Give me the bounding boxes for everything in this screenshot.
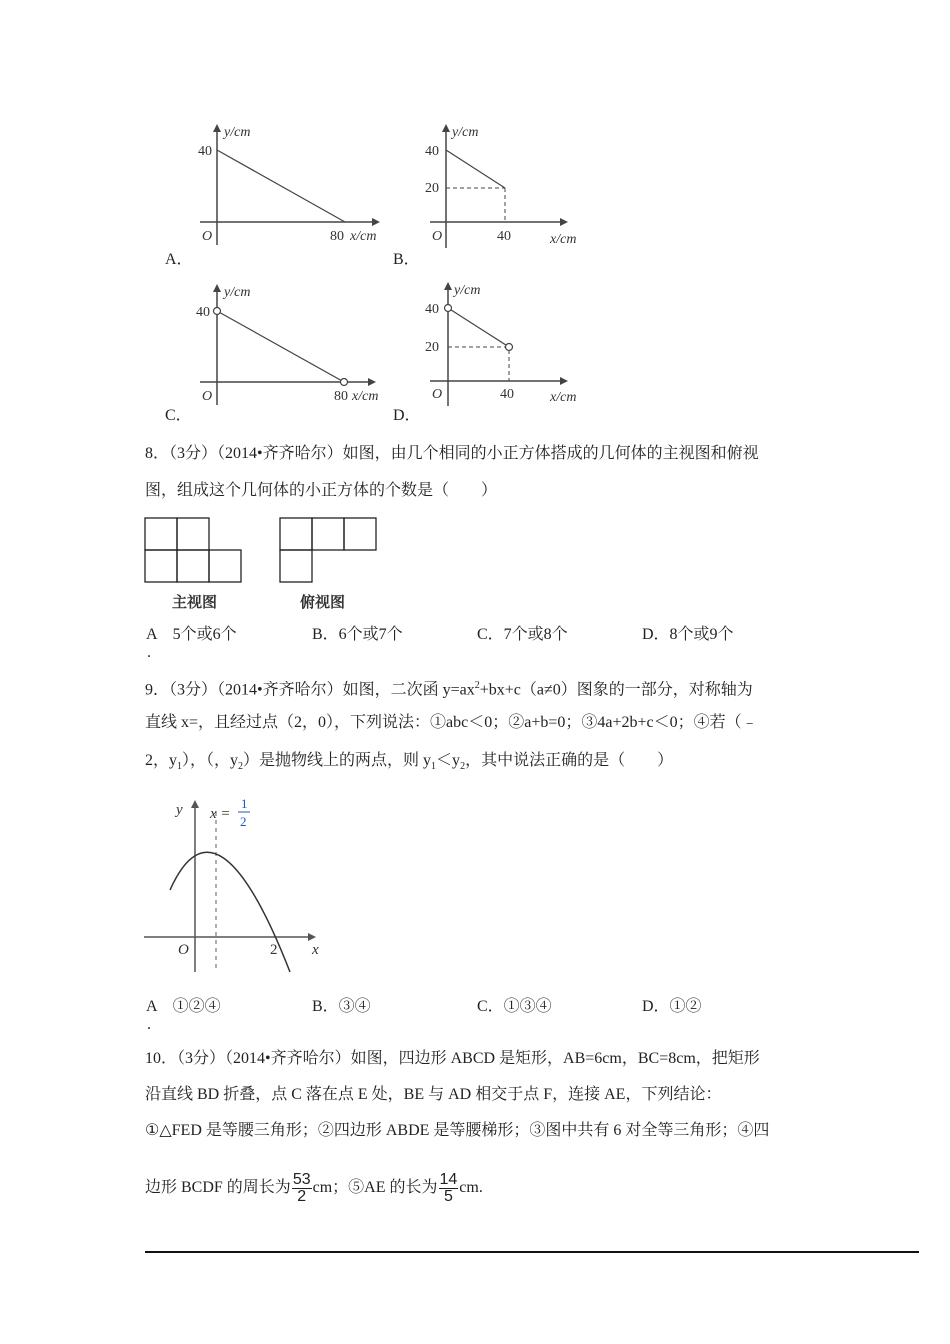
root-label: 2: [270, 942, 278, 958]
origin-label: O: [432, 229, 443, 244]
y-tick-40: 40: [198, 144, 212, 159]
q8-line-1: 8．（3分）（2014•齐齐哈尔）如图，由几个相同的小正方体搭成的几何体的主视图和俯视: [145, 445, 759, 462]
q9-line-3-d: ＜y: [436, 752, 461, 769]
x-axis-label: x/cm: [350, 229, 377, 244]
q10-line-3: ①△FED 是等腰三角形；②四边形 ABDE 是等腰梯形；③图中共有 6 对全等三角形；④四: [145, 1122, 770, 1139]
x-axis-label: x/cm: [550, 390, 577, 405]
symmetry-axis-equation: x =: [210, 806, 231, 822]
q9-option-b: B．③④: [312, 998, 371, 1015]
q9-line-3-a: 2，y: [145, 752, 178, 769]
fraction-numerator: 14: [439, 1171, 458, 1188]
graph-option-c: [190, 280, 390, 410]
q10-line-1: 10．（3分）（2014•齐齐哈尔）如图，四边形 ABCD 是矩形，AB=6cm，BC=8cm，把矩形: [145, 1050, 760, 1067]
y-axis-label: y/cm: [452, 125, 479, 140]
q10-line-2: 沿直线 BD 折叠，点 C 落在点 E 处，BE 与 AD 相交于点 F，连接 AE，下列结论：: [145, 1086, 722, 1103]
x-axis-label: x/cm: [352, 389, 379, 404]
q9-line-2: 直线 x=，且经过点（2，0），下列说法：①abc＜0；②a+b=0；③4a+2b+c＜0；④若（﹣: [145, 714, 758, 731]
subscript: 1: [431, 761, 437, 773]
q8-option-a: A 5个或6个: [146, 626, 237, 643]
parabola-graph: [140, 790, 340, 980]
y-axis-label: y: [176, 802, 183, 818]
x-tick-40: 40: [497, 229, 511, 244]
x-tick-80: 80: [330, 229, 344, 244]
q8-option-c: C．7个或8个: [477, 626, 568, 643]
origin-label: O: [178, 942, 189, 958]
q8-dot: .: [147, 644, 151, 661]
graph-option-a: [190, 120, 390, 250]
top-view-figure: [279, 517, 379, 583]
option-a-label: A．: [165, 251, 193, 268]
footer-divider: [145, 1251, 919, 1253]
subscript: 2: [238, 761, 244, 773]
q9-exponent: 2: [474, 680, 480, 691]
q8-option-b: B．6个或7个: [312, 626, 403, 643]
y-tick-40: 40: [425, 302, 439, 317]
graph-option-b: [420, 120, 600, 250]
q8-line-2: 图，组成这个几何体的小正方体的个数是（ ）: [145, 482, 498, 499]
front-view-caption: 主视图: [172, 594, 218, 611]
q9-line-1-a: 9．（3分）（2014•齐齐哈尔）如图，二次函 y=ax: [145, 681, 475, 699]
subscript: 2: [460, 761, 466, 773]
symmetry-fraction-numerator: 1: [241, 796, 248, 811]
x-axis-label: x: [312, 942, 319, 958]
graph-option-d: [420, 280, 600, 410]
q10-line-4-b: cm；⑤AE 的长为: [312, 1179, 438, 1197]
origin-label: O: [202, 229, 213, 244]
x-tick-40: 40: [500, 387, 514, 402]
q9-line-1: [145, 676, 753, 700]
top-view-caption: 俯视图: [300, 594, 346, 611]
q10-line-4: [145, 1172, 483, 1205]
x-tick-80: 80: [334, 389, 348, 404]
y-tick-20: 20: [425, 181, 439, 196]
y-axis-label: y/cm: [454, 283, 481, 298]
subscript: 1: [177, 761, 183, 773]
q9-line-3-c: ）是抛物线上的两点，则 y: [243, 752, 432, 769]
y-axis-label: y/cm: [224, 125, 251, 140]
fraction-ae-length: [439, 1172, 459, 1205]
y-tick-40: 40: [196, 305, 210, 320]
q9-dot: .: [147, 1016, 151, 1033]
q9-line-3-b: ），（，y: [182, 752, 239, 769]
y-axis-label: y/cm: [224, 285, 251, 300]
y-tick-20: 20: [425, 340, 439, 355]
front-view-figure: [144, 517, 244, 583]
q8-option-d: D．8个或9个: [642, 626, 734, 643]
option-c-label: C．: [165, 407, 192, 424]
fraction-denominator: 2: [297, 1188, 307, 1205]
q10-line-4-a: 边形 BCDF 的周长为: [145, 1179, 291, 1197]
origin-label: O: [202, 389, 213, 404]
symmetry-fraction-denominator: 2: [240, 814, 247, 829]
q9-line-3-e: ，其中说法正确的是（ ）: [465, 752, 674, 769]
q10-line-4-c: cm.: [459, 1179, 483, 1197]
q9-option-d: D．①②: [642, 998, 702, 1015]
q9-line-1-b: +bx+c（a≠0）图象的一部分，对称轴为: [479, 681, 753, 699]
fraction-numerator: 53: [292, 1171, 311, 1188]
q9-option-a: A ①②④: [146, 998, 221, 1015]
y-tick-40: 40: [425, 144, 439, 159]
q9-line-3: [145, 751, 673, 777]
fraction-denominator: 5: [443, 1188, 453, 1205]
x-axis-label: x/cm: [550, 232, 577, 247]
q9-option-c: C．①③④: [477, 998, 552, 1015]
option-b-label: B．: [393, 251, 420, 268]
origin-label: O: [432, 387, 443, 402]
option-d-label: D．: [393, 407, 421, 424]
fraction-perimeter: [292, 1172, 312, 1205]
